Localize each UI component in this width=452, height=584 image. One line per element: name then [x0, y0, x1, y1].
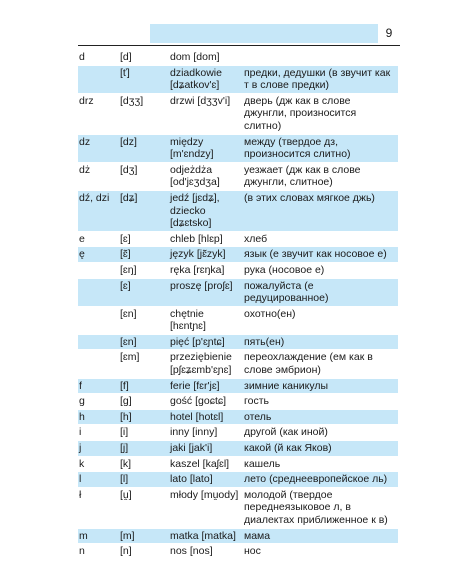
translation-cell: дверь (дж как в слове джунгли, произносится слитно) [242, 93, 398, 134]
table-row [78, 262, 398, 278]
ipa-cell: [ɛ] [112, 278, 168, 306]
ipa-cell: [ɛn] [112, 306, 168, 334]
example-word-cell: dziadkowie [dʑatkov'ɛ] [168, 65, 242, 93]
header-rule [78, 45, 400, 46]
example-word-cell: chleb [hlɛp] [168, 231, 242, 247]
letter-cell: i [78, 425, 112, 441]
ipa-cell: [n] [112, 544, 168, 560]
table-row [78, 472, 398, 488]
table-row [78, 278, 398, 306]
translation-cell: охотно(ен) [242, 306, 398, 334]
ipa-cell: [ṷ] [112, 487, 168, 528]
table-row [78, 306, 398, 334]
ipa-cell: [l] [112, 472, 168, 488]
translation-cell: отель [242, 409, 398, 425]
letter-cell: dz [78, 134, 112, 162]
letter-cell: d [78, 50, 112, 65]
ipa-cell: [dz] [112, 134, 168, 162]
example-word-cell: między [m'ɛndzy] [168, 134, 242, 162]
letter-cell: m [78, 528, 112, 544]
example-word-cell: ręka [rɛŋka] [168, 262, 242, 278]
example-word-cell: proszę [proʃɛ] [168, 278, 242, 306]
table-row [78, 50, 398, 65]
translation-cell: между (твердое дз, произносится слитно) [242, 134, 398, 162]
translation-cell: лето (среднеевропейское ль) [242, 472, 398, 488]
ipa-cell: [dʑ] [112, 190, 168, 231]
ipa-cell: [h] [112, 409, 168, 425]
table-row [78, 134, 398, 162]
ipa-cell: [dʒ] [112, 162, 168, 190]
table-row [78, 487, 398, 528]
translation-cell: другой (как иной) [242, 425, 398, 441]
example-word-cell: odjeżdża [od'jɛʒdʒa] [168, 162, 242, 190]
table-row [78, 441, 398, 457]
translation-cell: пожалуйста (е редуцированное) [242, 278, 398, 306]
example-word-cell: dom [dom] [168, 50, 242, 65]
translation-cell: рука (носовое е) [242, 262, 398, 278]
letter-cell [78, 262, 112, 278]
ipa-cell: [ɛm] [112, 350, 168, 378]
letter-cell: dż [78, 162, 112, 190]
example-word-cell: jedź [jɛdʑ], dziecko [dʑɛtsko] [168, 190, 242, 231]
example-word-cell: przeziębienie [pʃɛʑɛmb'ɛɲɛ] [168, 350, 242, 378]
translation-cell: переохлаждение (ем как в слове эмбрион) [242, 350, 398, 378]
letter-cell [78, 306, 112, 334]
table-row [78, 456, 398, 472]
table-row [78, 394, 398, 410]
ipa-cell: [j] [112, 441, 168, 457]
translation-cell: молодой (твердое переднеязыковое л, в диалектах приближенное к в) [242, 487, 398, 528]
pronunciation-table [78, 50, 398, 560]
example-word-cell: nos [nos] [168, 544, 242, 560]
letter-cell: dź, dzi [78, 190, 112, 231]
example-word-cell: ferie [fɛr'jɛ] [168, 378, 242, 394]
translation-cell: уезжает (дж как в слове джунгли, слитное) [242, 162, 398, 190]
letter-cell [78, 278, 112, 306]
table-row [78, 409, 398, 425]
table-row [78, 162, 398, 190]
letter-cell: k [78, 456, 112, 472]
example-word-cell: język [jɛ̃zyk] [168, 247, 242, 263]
example-word-cell: lato [lato] [168, 472, 242, 488]
letter-cell: e [78, 231, 112, 247]
table-row [78, 425, 398, 441]
example-word-cell: hotel [hotɛl] [168, 409, 242, 425]
example-word-cell: matka [matka] [168, 528, 242, 544]
table-row [78, 334, 398, 350]
letter-cell: l [78, 472, 112, 488]
example-word-cell: pięć [p'ɛɲtɕ] [168, 334, 242, 350]
translation-cell [242, 50, 398, 65]
table-row [78, 247, 398, 263]
letter-cell [78, 350, 112, 378]
ipa-cell: [d] [112, 50, 168, 65]
example-word-cell: młody [mṷody] [168, 487, 242, 528]
translation-cell: пять(ен) [242, 334, 398, 350]
translation-cell: хлеб [242, 231, 398, 247]
ipa-cell: [ɛŋ] [112, 262, 168, 278]
letter-cell: h [78, 409, 112, 425]
letter-cell: drz [78, 93, 112, 134]
ipa-cell: [i] [112, 425, 168, 441]
example-word-cell: jaki [jak'i] [168, 441, 242, 457]
ipa-cell: [ɛn] [112, 334, 168, 350]
ipa-cell: [ɛ] [112, 231, 168, 247]
page-number: 9 [385, 26, 393, 40]
ipa-cell: [k] [112, 456, 168, 472]
ipa-cell: [ť] [112, 65, 168, 93]
letter-cell: f [78, 378, 112, 394]
translation-cell: язык (е звучит как носовое е) [242, 247, 398, 263]
letter-cell [78, 65, 112, 93]
table-row [78, 190, 398, 231]
example-word-cell: chętnie [hɛntɲɛ] [168, 306, 242, 334]
translation-cell: нос [242, 544, 398, 560]
example-word-cell: drzwi [dʒʒv'i] [168, 93, 242, 134]
ipa-cell: [f] [112, 378, 168, 394]
letter-cell: ł [78, 487, 112, 528]
table-body [78, 50, 398, 559]
ipa-cell: [ɛ̃] [112, 247, 168, 263]
example-word-cell: inny [inny] [168, 425, 242, 441]
letter-cell: j [78, 441, 112, 457]
translation-cell: гость [242, 394, 398, 410]
translation-cell: кашель [242, 456, 398, 472]
ipa-cell: [dʒʒ] [112, 93, 168, 134]
table-row [78, 231, 398, 247]
table-row [78, 528, 398, 544]
table-row [78, 93, 398, 134]
translation-cell: зимние каникулы [242, 378, 398, 394]
translation-cell: какой (й как Яков) [242, 441, 398, 457]
translation-cell: предки, дедушки (в звучит как т в слове предки) [242, 65, 398, 93]
letter-cell: g [78, 394, 112, 410]
table-row [78, 544, 398, 560]
example-word-cell: gość [goɕtɕ] [168, 394, 242, 410]
ipa-cell: [m] [112, 528, 168, 544]
table-row [78, 65, 398, 93]
example-word-cell: kaszel [kaʃɛl] [168, 456, 242, 472]
translation-cell: (в этих словах мягкое джь) [242, 190, 398, 231]
letter-cell: n [78, 544, 112, 560]
letter-cell: ę [78, 247, 112, 263]
table-row [78, 378, 398, 394]
table-row [78, 350, 398, 378]
translation-cell: мама [242, 528, 398, 544]
ipa-cell: [g] [112, 394, 168, 410]
header-bar [150, 24, 378, 43]
letter-cell [78, 334, 112, 350]
